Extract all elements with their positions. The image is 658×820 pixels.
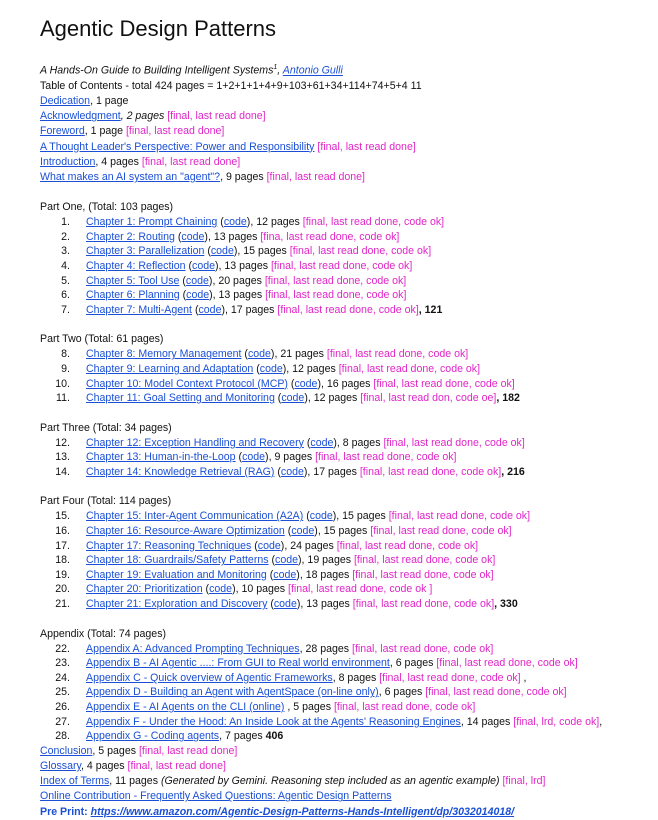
code-link[interactable]: code bbox=[185, 274, 209, 287]
chapter-item: 20. Chapter 20: Prioritization (code), 10 pages [final, last read done, code ok ] bbox=[55, 583, 433, 596]
toc-summary: Table of Contents - total 424 pages = 1+2+1+1+4+9+103+61+34+114+74+5+4 11 bbox=[40, 79, 422, 92]
status-tag: [final, last read done] bbox=[314, 140, 416, 153]
acknowledgment-link[interactable]: Acknowledgment bbox=[40, 110, 121, 123]
footnote-mark: 1 bbox=[273, 64, 278, 71]
code-link[interactable]: code bbox=[291, 525, 315, 538]
what-makes-agent-link[interactable]: What makes an AI system an "agent"? bbox=[40, 170, 221, 183]
code-link[interactable]: code bbox=[186, 289, 210, 302]
appendix-item: 22. Appendix A: Advanced Prompting Techniques, 28 pages [final, last read done, code ok] bbox=[55, 642, 494, 655]
part-one-heading: Part One, (Total: 103 pages) bbox=[40, 201, 174, 214]
code-link[interactable]: code bbox=[257, 539, 281, 552]
chapter-item: 8. Chapter 8: Memory Management (code), 21 pages [final, last read done, code ok] bbox=[61, 348, 469, 361]
dedication-link[interactable]: Dedication bbox=[40, 94, 91, 107]
index-note: (Generated by Gemini. Reasoning step included as an agentic example) bbox=[160, 775, 500, 788]
status-tag: [final, last read done, code ok] bbox=[385, 510, 531, 523]
code-link[interactable]: code bbox=[310, 436, 334, 449]
status-tag: [final, last read done, code ok] bbox=[349, 568, 494, 581]
status-tag: [final, lrd, code ok] bbox=[510, 715, 600, 728]
thought-leader-link[interactable]: A Thought Leader's Perspective: Power and Responsibility bbox=[40, 140, 315, 153]
chapter-link[interactable]: Chapter 4: Reflection bbox=[86, 259, 186, 272]
chapter-link[interactable]: Chapter 11: Goal Setting and Monitoring bbox=[86, 392, 275, 405]
chapter-link[interactable]: Chapter 9: Learning and Adaptation bbox=[86, 362, 254, 375]
chapter-link[interactable]: Chapter 12: Exception Handling and Recovery bbox=[86, 436, 304, 449]
running-total: , 216 bbox=[501, 465, 525, 478]
appendix-item: 24. Appendix C - Quick overview of Agentic Frameworks, 8 pages [final, last read done, code ok] , bbox=[55, 671, 527, 684]
appendix-heading: Appendix (Total: 74 pages) bbox=[40, 627, 167, 640]
status-tag: [final, last read done, code ok] bbox=[380, 436, 525, 449]
appendix-list bbox=[40, 642, 648, 744]
chapter-link[interactable]: Chapter 18: Guardrails/Safety Patterns bbox=[86, 554, 269, 567]
chapter-item: 11. Chapter 11: Goal Setting and Monitoring (code), 12 pages [final, last read don, code oe], 182 bbox=[56, 392, 520, 405]
chapter-link[interactable]: Chapter 5: Tool Use bbox=[86, 274, 180, 287]
status-tag: [final, last read done, code ok] bbox=[323, 348, 469, 361]
chapter-item: 16. Chapter 16: Resource-Aware Optimization (code), 15 pages [final, last read done, code ok] bbox=[55, 525, 512, 538]
running-total: 406 bbox=[262, 730, 284, 743]
appendix-link[interactable]: Appendix A: Advanced Prompting Techniques bbox=[86, 642, 300, 655]
appendix-item: 28. Appendix G - Coding agents, 7 pages 406 bbox=[55, 730, 284, 743]
code-link[interactable]: code bbox=[247, 348, 271, 361]
chapter-item: 10. Chapter 10: Model Context Protocol (MCP) (code), 16 pages [final, last read done, code ok] bbox=[55, 377, 515, 390]
chapter-link[interactable]: Chapter 21: Exploration and Discovery bbox=[86, 598, 268, 611]
appendix-link[interactable]: Appendix E - AI Agents on the CLI (online) bbox=[86, 701, 285, 713]
status-tag: [final, last read done, code ok] bbox=[299, 216, 445, 229]
front-item-thought-leader bbox=[40, 140, 648, 155]
running-total: , 330 bbox=[494, 598, 518, 611]
status-tag: [final, last read done, code ok] bbox=[274, 303, 419, 316]
front-item-acknowledgment: Acknowledgment, 2 pages [final, last read done] bbox=[40, 110, 266, 123]
chapter-item: 18. Chapter 18: Guardrails/Safety Patterns (code), 19 pages [final, last read done, code ok] bbox=[55, 554, 496, 567]
chapter-item: 12. Chapter 12: Exception Handling and Recovery (code), 8 pages [final, last read done, code ok] bbox=[55, 436, 525, 449]
appendix-link[interactable]: Appendix F - Under the Hood: An Inside Look at the Agents' Reasoning Engines bbox=[86, 715, 461, 728]
status-tag: [final, last read done] bbox=[263, 170, 365, 183]
code-link[interactable]: code bbox=[242, 451, 266, 464]
preprint-label: Pre Print bbox=[40, 805, 85, 818]
status-tag: [final, last read done, code ok ] bbox=[285, 583, 433, 596]
part-three-heading: Part Three (Total: 34 pages) bbox=[40, 421, 172, 434]
status-tag: [final, last read done, code ok] bbox=[422, 686, 567, 699]
appendix-item: 26. Appendix E - AI Agents on the CLI (online) , 5 pages [final, last read done, code ok] bbox=[55, 701, 476, 713]
running-total: , 121 bbox=[418, 303, 443, 316]
status-tag: [final, last read done, code ok] bbox=[261, 274, 407, 287]
chapter-link[interactable]: Chapter 3: Parallelization bbox=[86, 245, 205, 258]
status-tag: [final, last read done, code ok] bbox=[376, 671, 521, 684]
appendix-link[interactable]: Appendix B - AI Agentic ....: From GUI to Real world environment bbox=[86, 657, 390, 670]
part-two-heading: Part Two (Total: 61 pages) bbox=[40, 333, 164, 346]
chapter-link[interactable]: Chapter 16: Resource-Aware Optimization bbox=[86, 525, 285, 538]
appendix-link[interactable]: Appendix D - Building an Agent with AgentSpace (on-line only) bbox=[86, 686, 379, 699]
status-tag: [final, lrd] bbox=[499, 775, 546, 788]
status-tag: [final, last read done, code ok] bbox=[333, 539, 479, 552]
chapter-item: 2. Chapter 2: Routing (code), 13 pages [fina, last read done, code ok] bbox=[61, 230, 400, 243]
page-title: Agentic Design Patterns bbox=[40, 16, 277, 41]
chapter-item: 14. Chapter 14: Knowledge Retrieval (RAG) (code), 17 pages [final, last read done, code ok], 216 bbox=[55, 465, 525, 478]
status-tag: [final, last read done, code ok] bbox=[367, 525, 512, 538]
front-item-introduction: Introduction, 4 pages [final, last read done] bbox=[40, 155, 241, 168]
appendix-item: 23. Appendix B - AI Agentic ....: From GUI to Real world environment, 6 pages [final, last read done, code ok] bbox=[55, 657, 578, 670]
chapter-item: 4. Chapter 4: Reflection (code), 13 pages [final, last read done, code ok] bbox=[61, 259, 413, 272]
chapter-link[interactable]: Chapter 8: Memory Management bbox=[86, 348, 242, 361]
front-item-what-makes-agent: What makes an AI system an "agent"?, 9 pages [final, last read done] bbox=[40, 170, 365, 183]
code-link[interactable]: code bbox=[275, 554, 299, 567]
chapter-link[interactable]: Chapter 15: Inter-Agent Communication (A2A) bbox=[86, 510, 304, 523]
index-link[interactable]: Index of Terms bbox=[40, 775, 110, 788]
back-item-online-contribution bbox=[40, 789, 648, 804]
code-link[interactable]: code bbox=[192, 259, 215, 272]
preprint-link[interactable]: https://www.amazon.com/Agentic-Design-Patterns-Hands-Intelligent/dp/3032014018/ bbox=[90, 805, 515, 818]
back-item-conclusion: Conclusion, 5 pages [final, last read done] bbox=[40, 744, 238, 757]
status-tag: [final, last read done, code ok] bbox=[335, 362, 481, 375]
part-four-heading: Part Four (Total: 114 pages) bbox=[40, 495, 172, 508]
code-link[interactable]: code bbox=[294, 377, 318, 390]
chapter-item: 5. Chapter 5: Tool Use (code), 20 pages [final, last read done, code ok] bbox=[61, 274, 407, 287]
appendix-link[interactable]: Appendix G - Coding agents bbox=[86, 730, 220, 743]
status-tag: [final, last read done, code ok] bbox=[349, 642, 494, 655]
chapter-item: 6. Chapter 6: Planning (code), 13 pages [final, last read done, code ok] bbox=[61, 289, 407, 302]
code-link[interactable]: code bbox=[309, 510, 333, 523]
conclusion-link[interactable]: Conclusion bbox=[40, 744, 93, 757]
code-link[interactable]: code bbox=[210, 245, 234, 258]
foreword-link[interactable]: Foreword bbox=[40, 125, 85, 138]
code-link[interactable]: code bbox=[223, 216, 247, 229]
status-tag: [final, last read done, code ok] bbox=[286, 245, 432, 258]
status-tag: [final, last read done, code ok] bbox=[312, 451, 457, 464]
chapter-item: 21. Chapter 21: Exploration and Discovery (code), 13 pages [final, last read done, code ok], 330 bbox=[55, 598, 518, 611]
appendix-item: 27. Appendix F - Under the Hood: An Inside Look at the Agents' Reasoning Engines, 14 pages [final, lrd, code ok], bbox=[55, 715, 603, 728]
chapter-link[interactable]: Chapter 17: Reasoning Techniques bbox=[86, 539, 252, 552]
appendix-item: 25. Appendix D - Building an Agent with AgentSpace (on-line only), 6 pages [final, last read done, code ok] bbox=[55, 686, 567, 699]
code-link[interactable]: code bbox=[273, 598, 297, 611]
online-contribution-link[interactable]: Online Contribution - Frequently Asked Questions: Agentic Design Patterns bbox=[40, 790, 392, 803]
status-tag: [final, last read done] bbox=[124, 759, 226, 772]
part-three-list bbox=[40, 436, 648, 480]
chapter-link[interactable]: Chapter 13: Human-in-the-Loop bbox=[86, 451, 236, 464]
status-tag: [final, last read done, code ok] bbox=[349, 598, 495, 611]
status-tag: [final, last read done] bbox=[138, 155, 241, 168]
part-four-list bbox=[40, 509, 648, 611]
chapter-link[interactable]: Chapter 6: Planning bbox=[86, 289, 180, 302]
chapter-item: 7. Chapter 7: Multi-Agent (code), 17 pages [final, last read done, code ok], 121 bbox=[61, 303, 443, 316]
status-tag: [final, last read done, code ok] bbox=[331, 701, 476, 713]
preprint-line: Pre Print: https://www.amazon.com/Agentic-Design-Patterns-Hands-Intelligent/dp/3032014018/ bbox=[40, 805, 515, 818]
chapter-item: 1. Chapter 1: Prompt Chaining (code), 12 pages [final, last read done, code ok] bbox=[61, 216, 445, 229]
status-tag: [fina, last read done, code ok] bbox=[257, 230, 400, 243]
chapter-link[interactable]: Chapter 10: Model Context Protocol (MCP) bbox=[86, 377, 288, 390]
subtitle-line: A Hands-On Guide to Building Intelligent Systems$^1$, Antonio Gulli bbox=[40, 64, 343, 77]
part-two-list bbox=[40, 347, 648, 405]
code-link[interactable]: code bbox=[209, 583, 233, 596]
status-tag: [final, last read done, code ok] bbox=[433, 657, 578, 670]
front-item-dedication: Dedication, 1 page bbox=[40, 94, 129, 107]
chapter-item: 19. Chapter 19: Evaluation and Monitoring (code), 18 pages [final, last read done, code ok] bbox=[55, 568, 494, 581]
chapter-item: 17. Chapter 17: Reasoning Techniques (code), 24 pages [final, last read done, code ok] bbox=[55, 539, 479, 552]
chapter-link[interactable]: Chapter 7: Multi-Agent bbox=[86, 303, 192, 316]
back-item-index: Index of Terms, 11 pages (Generated by Gemini. Reasoning step included as an agentic example) [final, lrd] bbox=[40, 775, 546, 788]
status-tag: [final, last read done, code ok] bbox=[351, 554, 496, 567]
code-link[interactable]: code bbox=[273, 568, 297, 581]
status-tag: [final, last read done, code ok] bbox=[262, 289, 407, 302]
code-link[interactable]: code bbox=[181, 230, 205, 243]
code-link[interactable]: code bbox=[281, 392, 305, 405]
chapter-link[interactable]: Chapter 1: Prompt Chaining bbox=[86, 216, 218, 229]
code-link[interactable]: code bbox=[280, 465, 304, 478]
chapter-link[interactable]: Chapter 2: Routing bbox=[86, 230, 175, 243]
front-item-foreword: Foreword, 1 page [final, last read done] bbox=[40, 125, 225, 138]
status-tag: [final, last read done] bbox=[164, 110, 266, 123]
status-tag: [final, last read done, code ok] bbox=[356, 465, 502, 478]
chapter-item: 3. Chapter 3: Parallelization (code), 15 pages [final, last read done, code ok] bbox=[61, 245, 432, 258]
part-one-list bbox=[40, 215, 648, 317]
status-tag: [final, last read done] bbox=[123, 125, 225, 138]
running-total: , 182 bbox=[496, 392, 520, 405]
chapter-item: 15. Chapter 15: Inter-Agent Communication (A2A) (code), 15 pages [final, last read done, code ok] bbox=[55, 510, 531, 523]
chapter-link[interactable]: Chapter 19: Evaluation and Monitoring bbox=[86, 568, 267, 581]
chapter-link[interactable]: Chapter 20: Prioritization bbox=[86, 583, 203, 596]
subtitle: A Hands-On Guide to Building Intelligent Systems bbox=[40, 64, 274, 77]
chapter-link[interactable]: Chapter 14: Knowledge Retrieval (RAG) bbox=[86, 465, 275, 478]
chapter-item: 9. Chapter 9: Learning and Adaptation (code), 12 pages [final, last read done, code ok] bbox=[61, 362, 481, 375]
code-link[interactable]: code bbox=[259, 362, 283, 375]
introduction-link[interactable]: Introduction bbox=[40, 155, 96, 168]
back-item-glossary: Glossary, 4 pages [final, last read done] bbox=[40, 759, 226, 772]
author-link[interactable]: Antonio Gulli bbox=[282, 64, 343, 77]
appendix-link[interactable]: Appendix C - Quick overview of Agentic Frameworks bbox=[86, 671, 333, 684]
chapter-item: 13. Chapter 13: Human-in-the-Loop (code), 9 pages [final, last read done, code ok] bbox=[55, 451, 457, 464]
status-tag: [final, last read done, code ok] bbox=[370, 377, 515, 390]
status-tag: [final, last read done, code ok] bbox=[268, 259, 413, 272]
status-tag: [final, last read done] bbox=[136, 744, 238, 757]
status-tag: [final, last read don, code oe] bbox=[357, 392, 497, 405]
code-link[interactable]: code bbox=[198, 303, 222, 316]
glossary-link[interactable]: Glossary bbox=[40, 759, 82, 772]
